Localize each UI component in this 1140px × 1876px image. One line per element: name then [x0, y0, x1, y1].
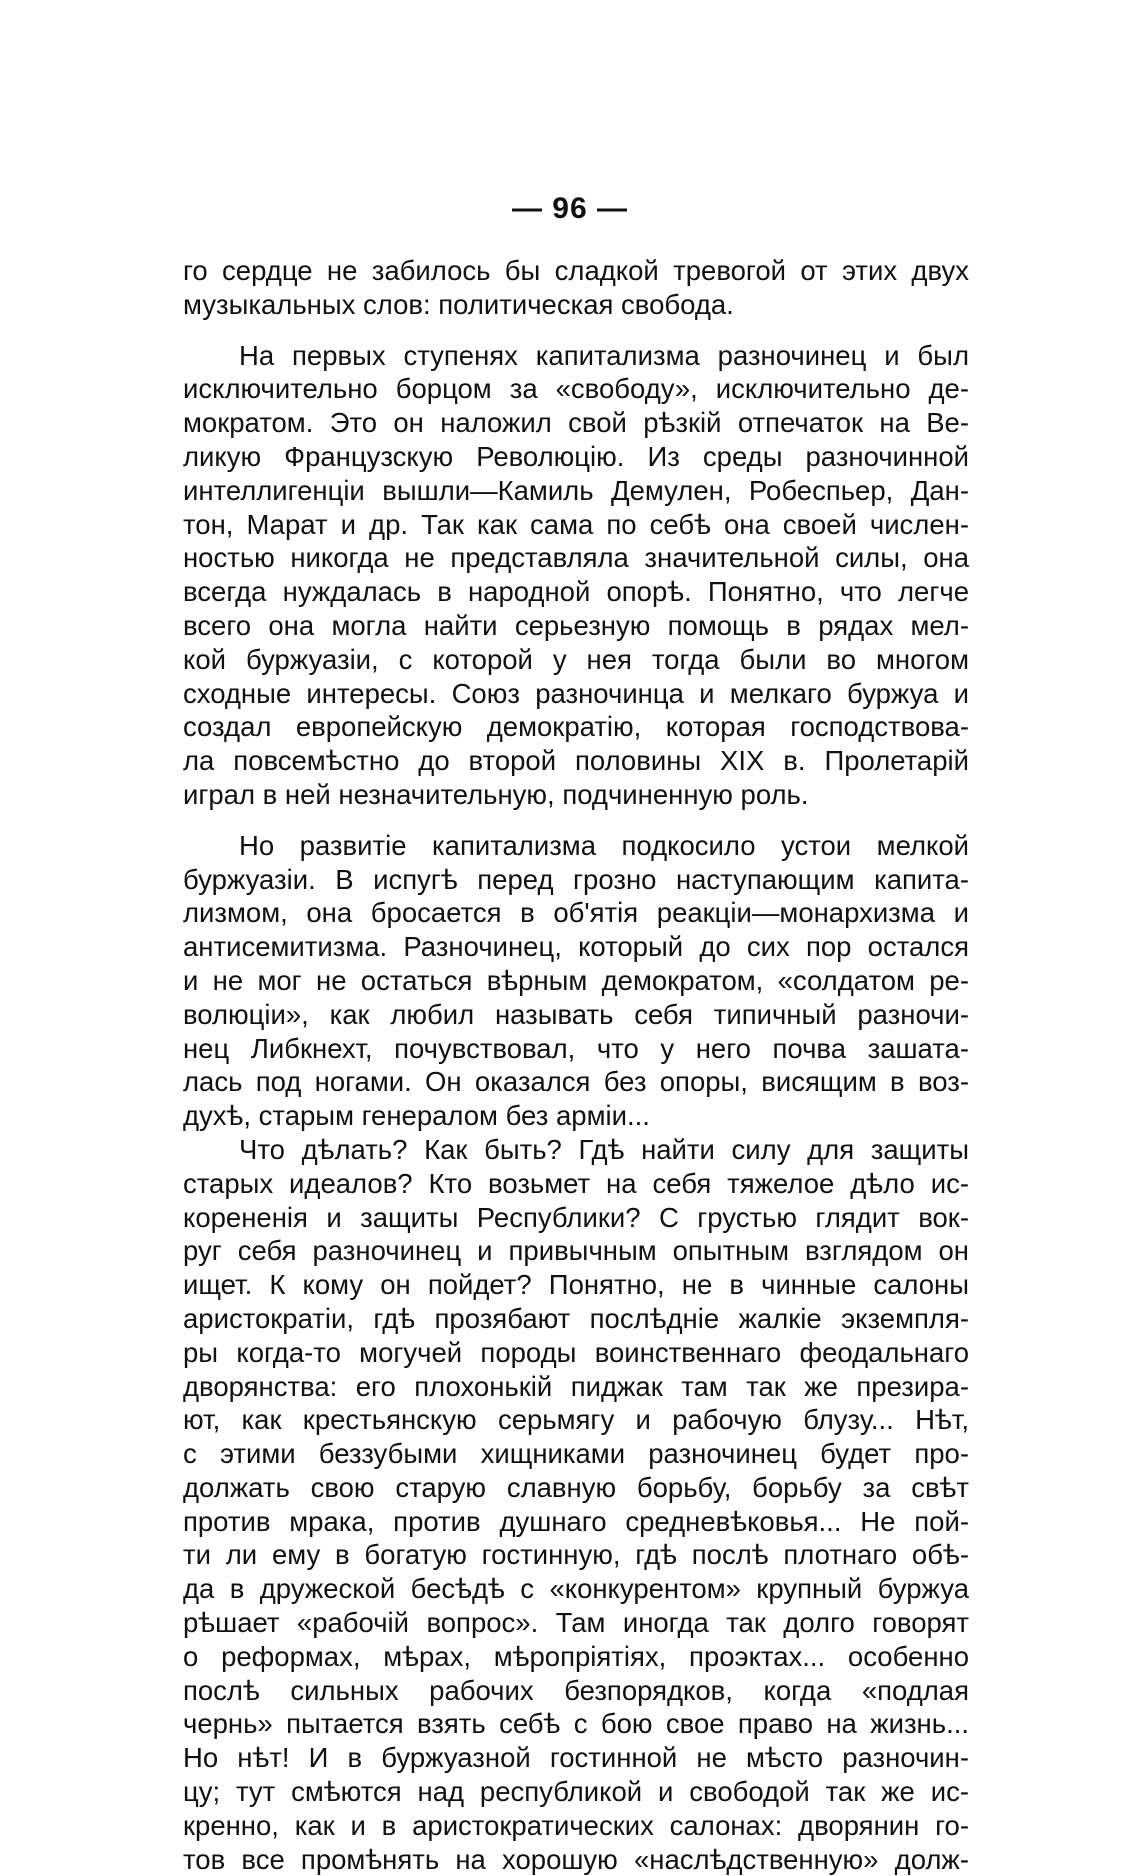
text-line: ищет. К кому он пойдет? Понятно, не в чинные салоны: [183, 1269, 969, 1301]
text-line: рѣшает «рабочій вопрос». Там иногда так долго говорят: [183, 1607, 969, 1639]
paragraph: [183, 339, 969, 812]
text-line: да в дружеской бесѣдѣ с «конкурентом» крупный буржуа: [183, 1573, 969, 1605]
body-text: [183, 254, 969, 1876]
text-line: исключительно борцом за «свободу», исключительно де-: [183, 373, 969, 405]
text-line: сходные интересы. Союз разночинца и мелкаго буржуа и: [183, 677, 969, 709]
text-line: ла повсемѣстно до второй половины XIX в. Пролетарій: [183, 745, 969, 777]
text-line: лизмом, она бросается в об'ятія реакціи—монархизма и: [183, 897, 969, 929]
text-line: ры когда-то могучей породы воинственнаго феодальнаго: [183, 1336, 969, 1368]
text-line: с этими беззубыми хищниками разночинец будет про-: [183, 1438, 969, 1470]
text-line: На первых ступенях капитализма разночинец и был: [239, 339, 969, 371]
text-line: ностью никогда не представляла значительной силы, она: [183, 542, 969, 574]
text-line: кой буржуазіи, с которой у нея тогда были во многом: [183, 643, 969, 675]
text-line: старых идеалов? Кто возьмет на себя тяжелое дѣло ис-: [183, 1167, 969, 1199]
text-line: чернь» пытается взять себѣ с бою свое право на жизнь...: [183, 1708, 969, 1740]
text-line: всего она могла найти серьезную помощь в рядах мел-: [183, 609, 969, 641]
text-line: ликую Французскую Революцію. Из среды разночинной: [183, 440, 969, 472]
text-line: Но развитіе капитализма подкосило устои мелкой: [239, 829, 969, 861]
text-line: руг себя разночинец и привычным опытным взглядом он: [183, 1235, 969, 1267]
text-line: духѣ, старым генералом без арміи...: [183, 1100, 650, 1132]
text-line: ют, как крестьянскую серьмягу и рабочую блузу... Нѣт,: [183, 1404, 969, 1436]
text-line: тов все промѣнять на хорошую «наслѣдственную» долж-: [183, 1843, 969, 1875]
page-number: — 96 —: [511, 192, 629, 225]
text-line: послѣ сильных рабочих безпорядков, когда «подлая: [183, 1674, 969, 1706]
text-line: против мрака, против душнаго средневѣковья... Не пой-: [183, 1505, 969, 1537]
text-line: Но нѣт! И в буржуазной гостинной не мѣсто разночин-: [183, 1742, 969, 1774]
text-line: корененія и защиты Республики? С грустью глядит вок-: [183, 1201, 969, 1233]
text-line: лась под ногами. Он оказался без опоры, висящим в воз-: [183, 1066, 969, 1098]
text-line: волюціи», как любил называть себя типичный разночи-: [183, 998, 969, 1030]
text-line: всегда нуждалась в народной опорѣ. Понятно, что легче: [183, 576, 969, 608]
text-line: о реформах, мѣрах, мѣропріятіях, проэктах... особенно: [183, 1640, 969, 1672]
text-line: цу; тут смѣются над республикой и свободой так же ис-: [183, 1776, 969, 1808]
text-line: музыкальных слов: политическая свобода.: [183, 288, 734, 320]
text-line: нец Либкнехт, почувствовал, что у него почва зашата-: [183, 1032, 969, 1064]
text-line: буржуазіи. В испугѣ перед грозно наступающим капита-: [183, 863, 969, 895]
text-line: ти ли ему в богатую гостинную, гдѣ послѣ плотнаго обѣ-: [183, 1539, 969, 1571]
text-line: аристократіи, гдѣ прозябают послѣдніе жалкіе экземпля-: [183, 1302, 969, 1334]
text-line: го сердце не забилось бы сладкой тревогой от этих двух: [183, 255, 969, 286]
paragraph: [183, 1133, 969, 1876]
text-line: мократом. Это он наложил свой рѣзкій отпечаток на Ве-: [183, 407, 969, 439]
text-line: создал европейскую демократію, которая господствова-: [183, 711, 969, 743]
paragraph: [183, 254, 969, 322]
text-line: антисемитизма. Разночинец, который до сих пор остался: [183, 931, 969, 963]
text-line: Что дѣлать? Как быть? Гдѣ найти силу для защиты: [239, 1133, 969, 1165]
paragraph: [183, 829, 969, 1133]
text-line: должать свою старую славную борьбу, борьбу за свѣт: [183, 1471, 969, 1503]
text-line: кренно, как и в аристократических салонах: дворянин го-: [183, 1809, 969, 1841]
text-line: интеллигенціи вышли—Камиль Демулен, Робеспьер, Дан-: [183, 474, 969, 506]
text-line: и не мог не остаться вѣрным демократом, «солдатом ре-: [183, 964, 969, 996]
text-line: играл в ней незначительную, подчиненную роль.: [183, 778, 809, 810]
text-line: дворянства: его плохонькій пиджак там так же презира-: [183, 1370, 969, 1402]
text-line: тон, Марат и др. Так как сама по себѣ она своей числен-: [183, 508, 969, 540]
